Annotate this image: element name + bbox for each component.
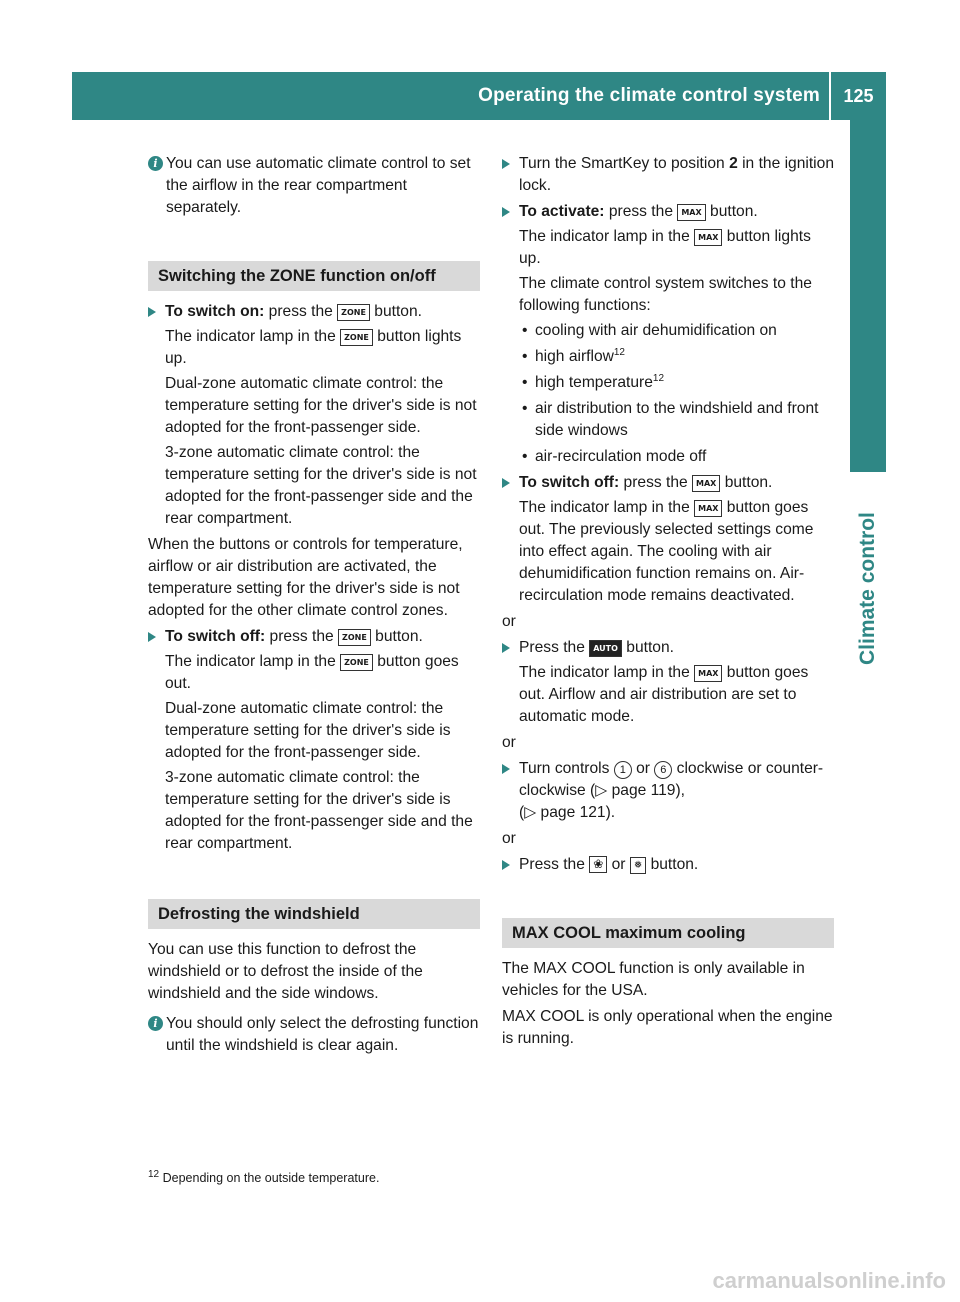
step-text: Dual-zone automatic climate control: the temperature setting for the driver's side is adopted for the front-passenger side. [165, 700, 451, 761]
step-lead: To switch on: [165, 303, 265, 320]
step-text: The indicator lamp in the [519, 499, 690, 516]
paragraph-maxcool-2: MAX COOL is only operational when the engine is running. [502, 1008, 833, 1047]
step-activate [502, 201, 834, 468]
step-zone-off [148, 626, 480, 855]
triangle-page-ref-icon: ▷ [524, 804, 537, 821]
step-arrow-icon [148, 307, 156, 317]
step-text: press the [608, 203, 673, 220]
step-text: Dual-zone automatic climate control: the temperature setting for the driver's side is not adopted for the front-passenger side. [165, 375, 477, 436]
page-header [72, 72, 886, 120]
control-1-icon: 1 [614, 761, 632, 779]
or-separator: or [502, 613, 516, 630]
section-heading-zone: Switching the ZONE function on/off [148, 261, 480, 291]
step-text: button. [650, 856, 699, 873]
step-text: Turn the SmartKey to position [519, 155, 725, 172]
step-text: button goes out. Airflow and air distribution are set to automatic mode. [519, 664, 809, 725]
step-text: The indicator lamp in the [519, 228, 690, 245]
auto-button-icon: AUTO [589, 640, 622, 657]
section-heading-defrost: Defrosting the windshield [148, 899, 480, 929]
max-defrost-button-icon: MAX [694, 665, 722, 682]
step-text: clockwise or counter-clockwise ( [519, 760, 824, 799]
step-text: button goes out. The previously selected settings come into effect again. The cooling with air dehumidification function remains on. Air-recirculation mode remains deactivated. [519, 499, 814, 604]
step-text: press the [623, 474, 688, 491]
step-arrow-icon [502, 643, 510, 653]
list-item: • high airflow$^{12}$ [519, 346, 834, 368]
step-fan-buttons [502, 854, 834, 876]
step-text: button. [374, 303, 422, 320]
right-column [502, 153, 834, 1054]
zone-button-icon: ZONE [340, 654, 373, 671]
step-text: Turn controls [519, 760, 610, 777]
control-6-icon: 6 [654, 761, 672, 779]
step-arrow-icon [148, 632, 156, 642]
step-text: Press the [519, 856, 585, 873]
list-item: • air-recirculation mode off [519, 446, 834, 468]
left-column [148, 153, 480, 1061]
list-item: • cooling with air dehumidification on [519, 320, 834, 342]
step-lead: To activate: [519, 203, 605, 220]
zone-button-icon: ZONE [340, 329, 373, 346]
step-text: The indicator lamp in the [165, 328, 336, 345]
step-text: press the [269, 628, 334, 645]
step-text: in the ignition lock. [519, 155, 834, 194]
step-smartkey [502, 153, 834, 197]
triangle-page-ref-icon: ▷ [595, 782, 608, 799]
or-separator: or [502, 734, 516, 751]
step-text: press the [268, 303, 333, 320]
footnote-text: Depending on the outside temperature. [162, 1171, 380, 1185]
step-text: button goes out. [165, 653, 459, 692]
step-text: 3-zone automatic climate control: the temperature setting for the driver's side is not adopted for the front-passenger side and the rear compartment. [165, 444, 477, 527]
max-defrost-button-icon: MAX [694, 500, 722, 517]
step-lead: To switch off: [519, 474, 620, 491]
fan-increase-icon: ❀ [589, 856, 607, 873]
section-heading-maxcool: MAX COOL maximum cooling [502, 918, 834, 948]
step-zone-on [148, 301, 480, 530]
page-title: Operating the climate control system [478, 85, 820, 106]
fan-decrease-icon: ❅ [630, 857, 646, 874]
step-auto [502, 637, 834, 728]
step-lead: To switch off: [165, 628, 266, 645]
info-text: You can use automatic climate control to set the airflow in the rear compartment separately. [166, 155, 471, 216]
info-text: You should only select the defrosting function until the windshield is clear again. [166, 1015, 479, 1054]
info-icon: i [148, 156, 163, 171]
page-number: 125 [843, 86, 874, 106]
or-separator: or [502, 830, 516, 847]
position-number: 2 [729, 155, 738, 172]
footnote [148, 1167, 379, 1189]
step-text: button. [710, 203, 758, 220]
step-text: ( [519, 804, 525, 821]
page-reference[interactable]: page 121). [540, 804, 616, 821]
step-text: button. [626, 639, 674, 656]
page-reference[interactable]: page 119), [611, 782, 686, 799]
step-controls [502, 758, 834, 824]
step-text: Press the [519, 639, 585, 656]
watermark: carmanualsonline.info [712, 1268, 946, 1293]
step-arrow-icon [502, 159, 510, 169]
step-text: button lights up. [519, 228, 811, 267]
list-item: • high temperature$^{12}$ [519, 372, 834, 394]
side-tab [850, 120, 886, 472]
paragraph-zone: When the buttons or controls for temperature, airflow or air distribution are activated, the temperature setting for the driver's side is not adopted for the other climate control zones. [148, 536, 463, 619]
zone-button-icon: ZONE [338, 629, 371, 646]
step-text: The indicator lamp in the [519, 664, 690, 681]
step-text: or [636, 760, 650, 777]
step-arrow-icon [502, 860, 510, 870]
paragraph-defrost: You can use this function to defrost the windshield or to defrost the inside of the windshield and the side windows. [148, 941, 423, 1002]
max-defrost-button-icon: MAX [677, 204, 705, 221]
step-text: 3-zone automatic climate control: the temperature setting for the driver's side is adopted for the front-passenger side and the rear compartment. [165, 769, 473, 852]
footnote-number: 12 [148, 1168, 160, 1180]
section-side-label: Climate control [856, 512, 879, 665]
step-arrow-icon [502, 478, 510, 488]
step-text: button. [724, 474, 773, 491]
step-arrow-icon [502, 207, 510, 217]
step-text: button. [375, 628, 423, 645]
step-arrow-icon [502, 764, 510, 774]
step-text: button lights up. [165, 328, 462, 367]
zone-button-icon: ZONE [337, 304, 370, 321]
info-note-defrost [148, 1013, 480, 1057]
info-icon: i [148, 1016, 163, 1031]
info-note-rear [148, 153, 480, 219]
step-switch-off [502, 472, 834, 607]
max-defrost-button-icon: MAX [692, 475, 720, 492]
step-text: The indicator lamp in the [165, 653, 336, 670]
list-item: • air distribution to the windshield and front side windows [519, 398, 834, 442]
function-list [519, 320, 834, 468]
paragraph-maxcool-1: The MAX COOL function is only available in vehicles for the USA. [502, 960, 805, 999]
step-text: The climate control system switches to the following functions: [519, 275, 812, 314]
max-defrost-button-icon: MAX [694, 229, 722, 246]
step-text: or [611, 856, 626, 873]
